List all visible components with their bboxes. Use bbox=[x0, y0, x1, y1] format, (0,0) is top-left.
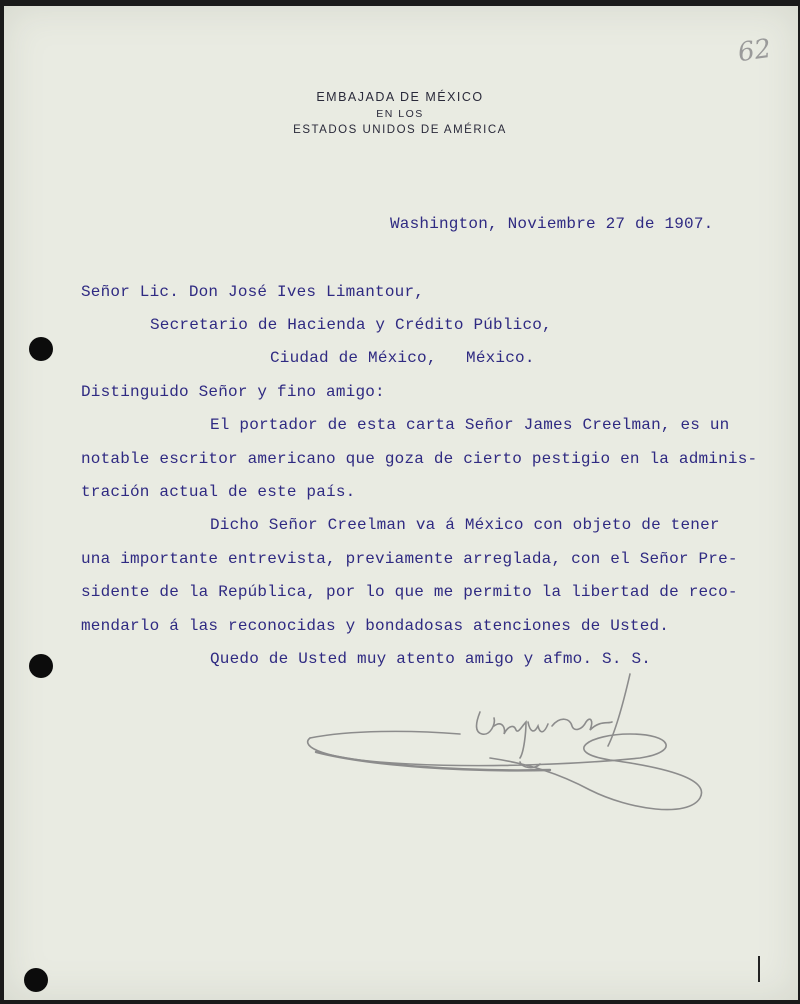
salutation: Distinguido Señor y fino amigo: bbox=[81, 383, 385, 401]
punch-hole bbox=[29, 654, 53, 678]
letter-sheet bbox=[4, 6, 798, 1000]
body-line: mendarlo á las reconocidas y bondadosas atenciones de Usted. bbox=[81, 617, 670, 635]
punch-hole bbox=[29, 337, 53, 361]
body-line: Dicho Señor Creelman va á México con objeto de tener bbox=[210, 516, 720, 534]
body-line: tración actual de este país. bbox=[81, 483, 356, 501]
body-line: sidente de la República, por lo que me permito la libertad de reco- bbox=[81, 583, 738, 601]
letterhead-line-1: EMBAJADA DE MÉXICO bbox=[316, 90, 484, 104]
signature-flourish bbox=[290, 660, 730, 820]
body-line: notable escritor americano que goza de cierto pestigio en la adminis- bbox=[81, 450, 758, 468]
punch-hole bbox=[24, 968, 48, 992]
addressee-name: Señor Lic. Don José Ives Limantour, bbox=[81, 283, 425, 301]
body-line: El portador de esta carta Señor James Creelman, es un bbox=[210, 416, 730, 434]
letterhead-line-2: EN LOS bbox=[376, 108, 424, 120]
page-number: 62 bbox=[736, 33, 774, 69]
letterhead-line-3: ESTADOS UNIDOS DE AMÉRICA bbox=[293, 124, 507, 136]
closing-line: Quedo de Usted muy atento amigo y afmo. S. S. bbox=[210, 650, 652, 668]
addressee-title: Secretario de Hacienda y Crédito Público, bbox=[150, 316, 552, 334]
body-line: una importante entrevista, previamente arreglada, con el Señor Pre- bbox=[81, 550, 738, 568]
addressee-place: Ciudad de México, México. bbox=[270, 349, 535, 367]
letter-date: Washington, Noviembre 27 de 1907. bbox=[390, 215, 714, 233]
margin-mark bbox=[758, 956, 760, 982]
